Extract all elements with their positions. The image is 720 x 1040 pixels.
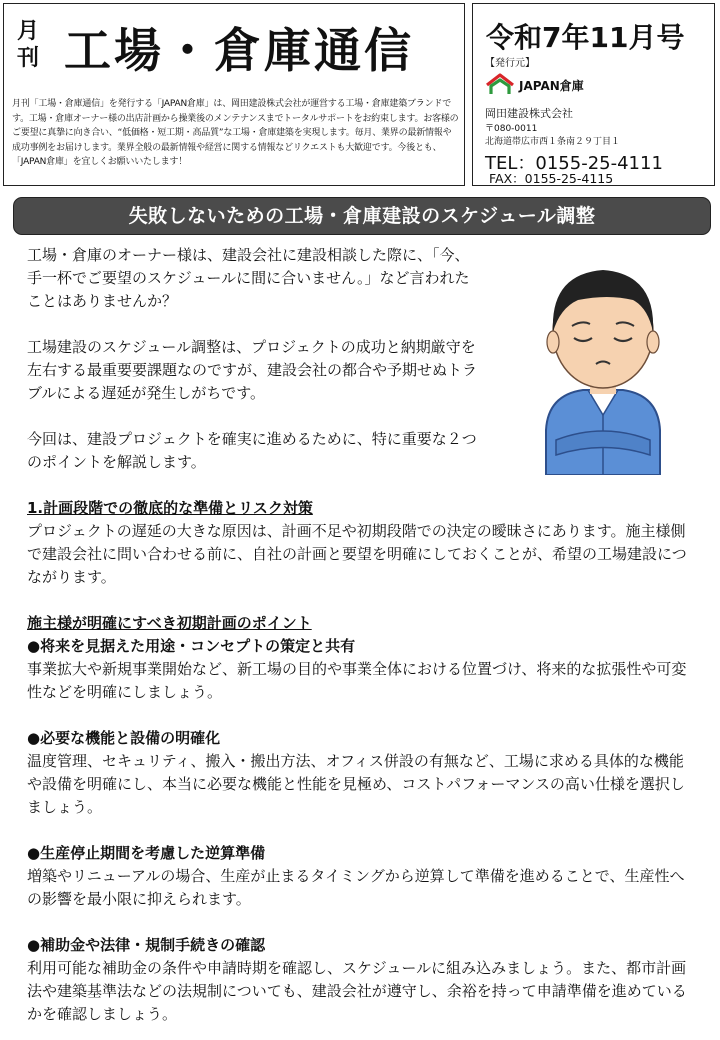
newsletter-title: 工場・倉庫通信 <box>64 24 414 79</box>
monthly-label: 月刊 <box>16 19 39 71</box>
company-name: 岡田建設株式会社 <box>485 107 573 120</box>
point-3-text: 増築やリニューアルの場合、生産が止まるタイミングから逆算して準備を進めることで、生産性への影響を最小限に抑えられます。 <box>27 867 685 908</box>
company-address: 北海道帯広市西１条南２９丁目１ <box>485 137 621 147</box>
intro-paragraph-1: 工場・倉庫のオーナー様は、建設会社に建設相談した際に、「今、手一杯でご要望のスケジュールに間に合いません。」など言われたことはありませんか？ <box>27 246 470 310</box>
fax-number: FAX：0155-25-4115 <box>489 171 614 186</box>
point-2-text: 温度管理、セキュリティ、搬入・搬出方法、オフィス併設の有無など、工場に求める具体的な機能や設備を明確にし、本当に必要な機能と性能を見極め、コストパフォーマンスの高い仕様を選択しましょう。 <box>27 752 685 816</box>
house-logo-icon <box>485 72 515 96</box>
postal-code: 〒080-0011 <box>485 124 538 134</box>
point-1-text: 事業拡大や新規事業開始など、新工場の目的や事業全体における位置づけ、将来的な拡張性や可変性などを明確にしましょう。 <box>27 660 687 701</box>
issue-date: 令和7年11月号 <box>486 21 685 54</box>
point-1-title: ●将来を見据えた用途・コンセプトの策定と共有 <box>27 637 356 655</box>
article-body <box>27 244 697 1026</box>
brand-name: JAPAN倉庫 <box>519 79 584 93</box>
point-4-text: 利用可能な補助金の条件や申請時期を確認し、スケジュールに組み込みましょう。また、都市計画法や建築基準法などの法規制についても、建設会社が遵守し、余裕を持って申請準備を進めているかを確認しましょう。 <box>27 959 687 1023</box>
point-2-title: ●必要な機能と設備の明確化 <box>27 729 221 747</box>
point-3-title: ●生産停止期間を考慮した逆算準備 <box>27 844 266 862</box>
intro-paragraph-2: 工場建設のスケジュール調整は、プロジェクトの成功と納期厳守を左右する最重要要課題なのですが、建設会社の都合や予期せぬトラブルによる遅延が発生しがちです。 <box>27 338 478 402</box>
section-1-text: プロジェクトの遅延の大きな原因は、計画不足や初期段階での決定の曖昧さにあります。施主様側で建設会社に問い合わせる前に、自社の計画と要望を明確にしておくことが、希望の工場建設につながります。 <box>27 522 687 586</box>
points-heading: 施主様が明確にすべき初期計画のポイント <box>27 614 312 632</box>
issuer-label: 【発行元】 <box>485 58 535 69</box>
masthead <box>3 3 465 186</box>
point-4-title: ●補助金や法律・規制手続きの確認 <box>27 936 266 954</box>
phone-number: TEL：0155-25-4111 <box>485 153 663 174</box>
newsletter-intro: 月刊「工場・倉庫通信」を発行する「JAPAN倉庫」は、岡田建設株式会社が運営する工場・倉庫建築ブランドです。工場・倉庫オーナー様の出店計画から操業後のメンテナンスまでトータルサポートをお約束します。お客様のご要望に真摯に向き合い、“低価格・短工期・高品質”な工場・倉庫建築を実現します。毎月、業界の最新情報や成功事例をお届けします。業界全般の最新情報や経営に関する情報などリクエストも大歓迎です。今後とも、「JAPAN倉庫」を宜しくお願いいたします！ <box>12 99 459 168</box>
section-1-heading: 1.計画段階での徹底的な準備とリスク対策 <box>27 499 313 517</box>
article-title-banner: 失敗しないための工場・倉庫建設のスケジュール調整 <box>13 197 711 235</box>
intro-paragraph-3: 今回は、建設プロジェクトを確実に進めるために、特に重要な２つのポイントを解説します。 <box>27 430 477 471</box>
issuer-box <box>472 3 715 186</box>
